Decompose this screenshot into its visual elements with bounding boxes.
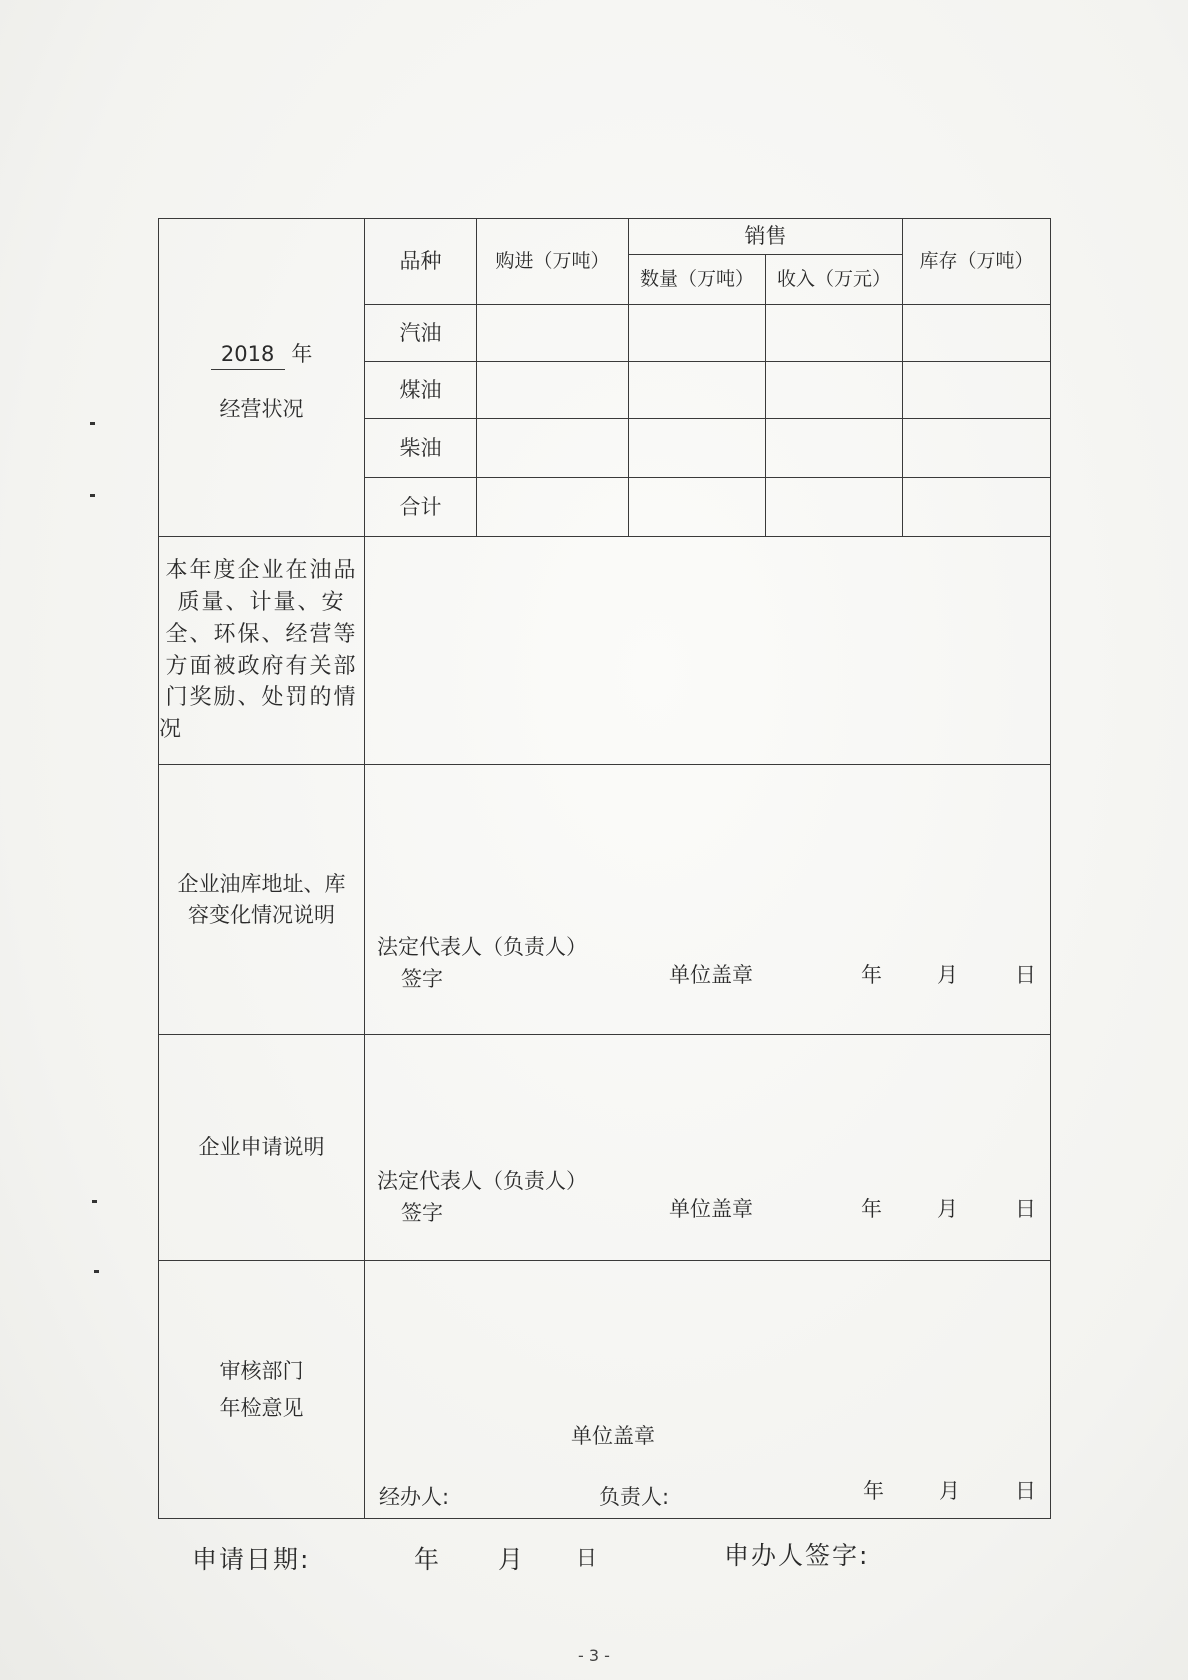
handler-label: 经办人:	[379, 1485, 450, 1509]
footer-year-label: 年	[414, 1545, 442, 1574]
year-label: 年	[863, 1479, 884, 1503]
inventory-cell[interactable]	[903, 419, 1051, 478]
sales-revenue-cell[interactable]	[766, 362, 903, 419]
page-number: - 3 -	[578, 1646, 610, 1665]
header-sales: 销售	[629, 219, 903, 255]
responsible-person-label: 负责人:	[599, 1485, 670, 1509]
punch-mark	[94, 1270, 99, 1273]
day-label: 日	[1015, 963, 1036, 987]
sales-quantity-cell[interactable]	[629, 362, 766, 419]
sales-quantity-cell[interactable]	[629, 478, 766, 537]
header-sales-quantity: 数量（万吨）	[629, 255, 766, 305]
legal-rep-label: 法定代表人（负责人）	[377, 1169, 587, 1193]
punch-mark	[90, 494, 95, 497]
application-label: 企业申请说明	[159, 1035, 365, 1261]
sales-revenue-cell[interactable]	[766, 419, 903, 478]
applicant-sign-label: 申办人签字:	[724, 1541, 870, 1570]
purchase-cell[interactable]	[477, 362, 629, 419]
header-purchase: 购进（万吨）	[477, 219, 629, 305]
month-label: 月	[937, 963, 958, 987]
month-label: 月	[937, 1197, 958, 1221]
punch-mark	[90, 422, 95, 425]
inventory-cell[interactable]	[903, 305, 1051, 362]
inventory-cell[interactable]	[903, 362, 1051, 419]
purchase-cell[interactable]	[477, 419, 629, 478]
legal-rep-label: 法定代表人（负责人）	[377, 935, 587, 959]
punch-mark	[92, 1200, 97, 1203]
review-opinion-label	[159, 1261, 365, 1519]
awards-penalties-field[interactable]	[365, 537, 1051, 765]
header-sales-revenue: 收入（万元）	[766, 255, 903, 305]
depot-changes-field[interactable]	[365, 765, 1051, 1035]
footer-day-label: 日	[576, 1546, 599, 1570]
sign-label: 签字	[401, 1201, 443, 1225]
header-inventory: 库存（万吨）	[903, 219, 1051, 305]
variety-cell: 柴油	[365, 419, 477, 478]
sales-quantity-cell[interactable]	[629, 419, 766, 478]
business-status-text: 经营状况	[219, 397, 304, 421]
awards-penalties-label: 本年度企业在油品质量、计量、安全、环保、经营等方面被政府有关部门奖励、处罚的情况	[159, 537, 365, 765]
report-year: 2018	[211, 339, 285, 370]
sales-revenue-cell[interactable]	[766, 305, 903, 362]
sales-quantity-cell[interactable]	[629, 305, 766, 362]
business-status-label	[159, 219, 365, 537]
inventory-cell[interactable]	[903, 478, 1051, 537]
purchase-cell[interactable]	[477, 478, 629, 537]
footer-month-label: 月	[498, 1545, 526, 1574]
review-opinion-field[interactable]	[365, 1261, 1051, 1519]
unit-seal-label: 单位盖章	[571, 1424, 655, 1448]
unit-seal-label: 单位盖章	[669, 963, 753, 987]
sign-label: 签字	[401, 967, 443, 991]
variety-cell: 煤油	[365, 362, 477, 419]
apply-date-label: 申请日期:	[192, 1545, 311, 1574]
variety-cell: 合计	[365, 478, 477, 537]
month-label: 月	[939, 1479, 960, 1503]
application-field[interactable]	[365, 1035, 1051, 1261]
header-variety: 品种	[365, 219, 477, 305]
review-label-line1: 审核部门	[219, 1359, 304, 1384]
form-footer	[192, 1540, 892, 1580]
variety-cell: 汽油	[365, 305, 477, 362]
signature-block	[377, 1166, 1036, 1230]
day-label: 日	[1015, 1197, 1036, 1221]
year-suffix: 年	[291, 341, 313, 366]
review-signature-block	[379, 1479, 1036, 1514]
day-label: 日	[1015, 1479, 1036, 1503]
sales-revenue-cell[interactable]	[766, 478, 903, 537]
year-label: 年	[861, 963, 882, 987]
unit-seal-label: 单位盖章	[669, 1197, 753, 1221]
purchase-cell[interactable]	[477, 305, 629, 362]
annual-inspection-form	[158, 218, 1051, 1519]
signature-block	[377, 932, 1036, 996]
depot-changes-label: 企业油库地址、库容变化情况说明	[159, 765, 365, 1035]
year-label: 年	[861, 1197, 882, 1221]
review-label-line2: 年检意见	[219, 1395, 304, 1420]
